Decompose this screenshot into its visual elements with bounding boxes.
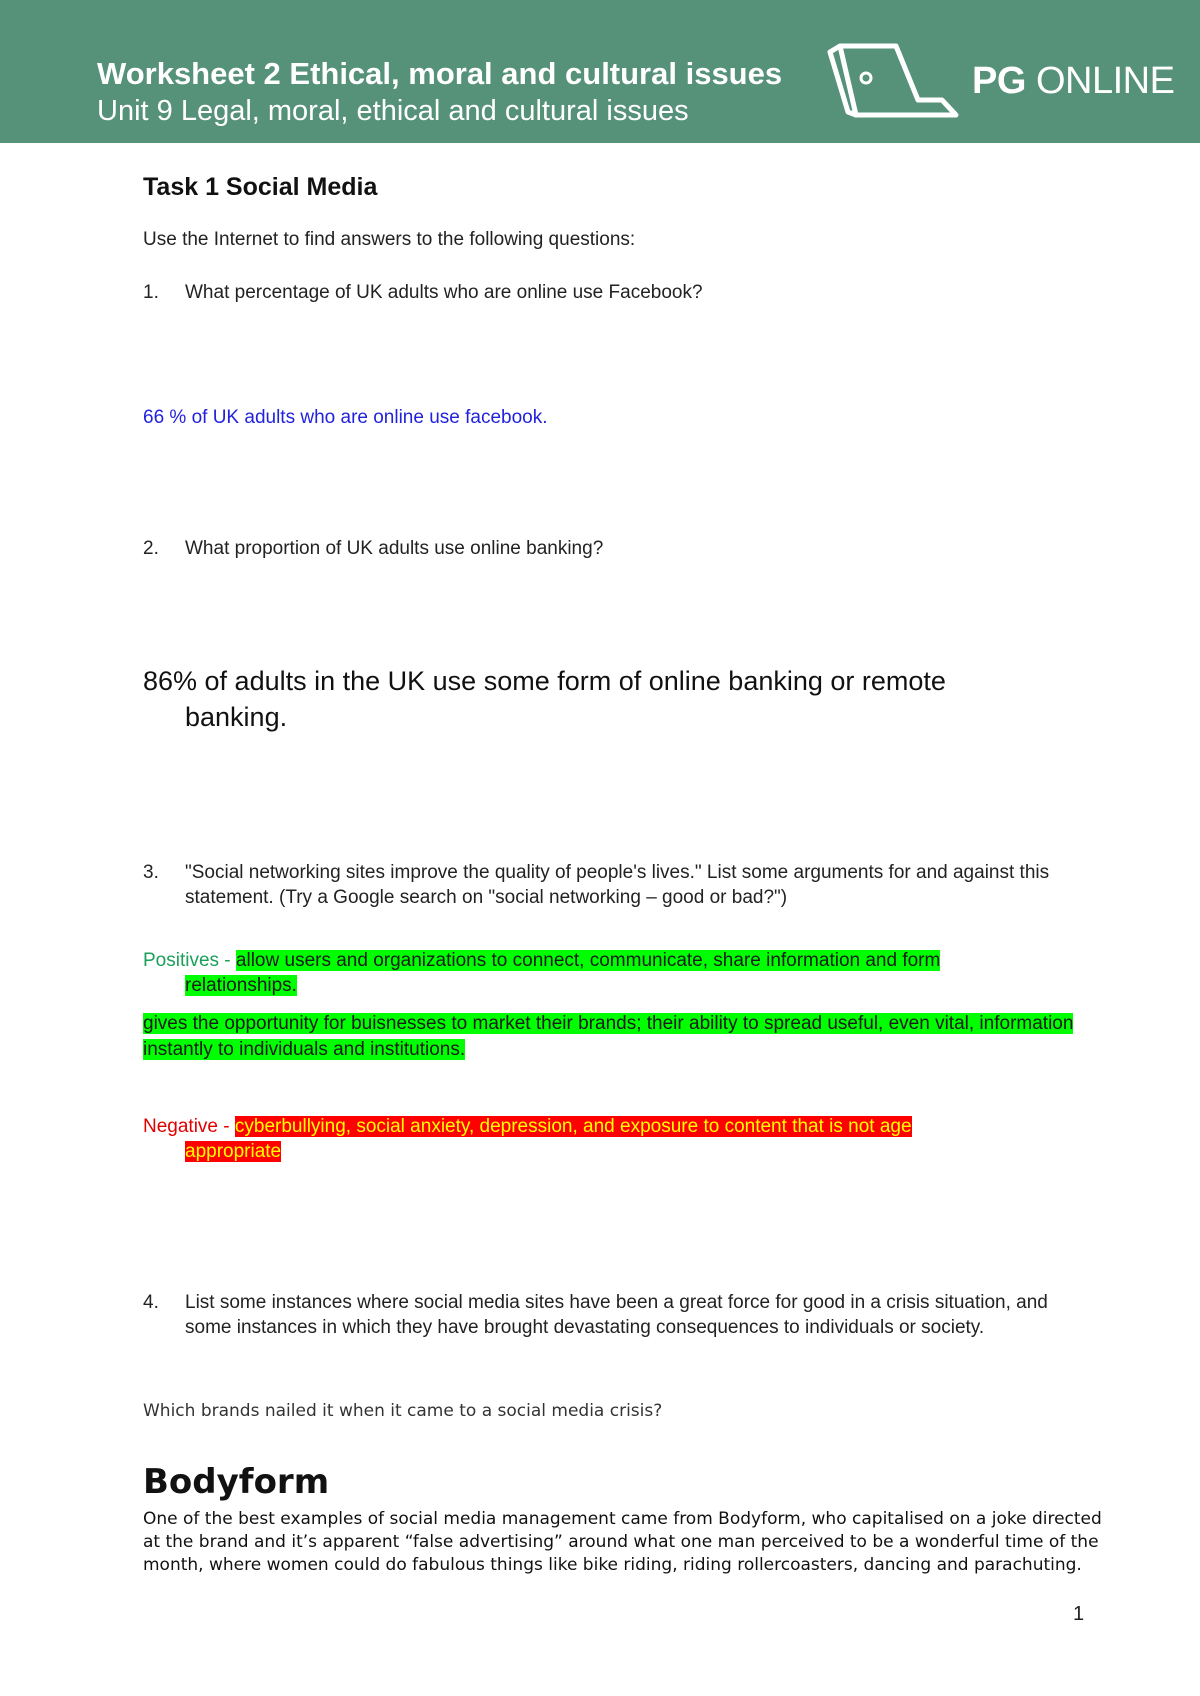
negative-text-line-1: cyberbullying, social anxiety, depression, and exposure to content that is not age: [234, 1116, 912, 1137]
positives-text-line-2: relationships.: [185, 975, 297, 996]
question-4: [143, 1290, 1103, 1365]
question-text: What percentage of UK adults who are online use Facebook?: [185, 282, 703, 303]
question-number: 4.: [143, 1292, 159, 1313]
question-text: What proportion of UK adults use online banking?: [185, 538, 604, 559]
bodyform-heading: Bodyform: [143, 1462, 330, 1502]
answer-2-line-2: banking.: [185, 702, 288, 732]
answer-2-line-1: 86% of adults in the UK use some form of online banking or remote: [143, 666, 946, 696]
question-2: [143, 536, 1103, 561]
positives-2-text: gives the opportunity for buisnesses to market their brands; their ability to spread useful, even vital, information instantly to individuals and institutions.: [143, 1013, 1074, 1060]
answer-1: 66 % of UK adults who are online use facebook.: [143, 407, 548, 428]
question-number: 1.: [143, 282, 159, 303]
bodyform-paragraph: One of the best examples of social media management came from Bodyform, who capitalised on a joke directed at the brand and it’s apparent “false advertising” around what one man perceived to be a wonderful time of the month, where women could do fabulous things like bike riding, riding rollercoasters, dancing and parachuting.: [143, 1509, 1102, 1575]
page-header: [0, 0, 1200, 143]
logo-online: ONLINE: [1035, 60, 1175, 102]
task-intro: Use the Internet to find answers to the following questions:: [143, 229, 636, 250]
negative-answer: [143, 1114, 1103, 1164]
pg-online-logo: [972, 60, 1174, 103]
brands-question: Which brands nailed it when it came to a social media crisis?: [143, 1401, 663, 1421]
question-number: 3.: [143, 862, 159, 883]
positives-label: Positives -: [143, 950, 236, 971]
question-3: [143, 860, 1103, 910]
task-title: Task 1 Social Media: [143, 173, 378, 201]
answer-2: [143, 663, 1103, 735]
logo-pg: PG: [972, 60, 1026, 102]
positives-text-line-1: allow users and organizations to connect, communicate, share information and form: [235, 950, 941, 971]
question-number: 2.: [143, 538, 159, 559]
worksheet-title: Worksheet 2 Ethical, moral and cultural issues: [97, 56, 783, 91]
negative-label: Negative -: [143, 1116, 235, 1137]
positives-answer: [143, 948, 1103, 998]
negative-text-line-2: appropriate: [185, 1141, 282, 1162]
laptop-logo-icon: [826, 40, 962, 120]
unit-subtitle: Unit 9 Legal, moral, ethical and cultural issues: [97, 95, 689, 127]
positives-answer-2: [143, 1011, 1103, 1063]
question-text: "Social networking sites improve the quality of people's lives." List some arguments for and against this statement. (Try a Google search on "social networking – good or bad?"): [185, 862, 1050, 908]
page-number: 1: [1073, 1603, 1085, 1625]
question-text: List some instances where social media sites have been a great force for good in a crisis situation, and some instances in which they have brought devastating consequences to individuals or society.: [185, 1292, 1048, 1338]
question-1: [143, 280, 1103, 305]
